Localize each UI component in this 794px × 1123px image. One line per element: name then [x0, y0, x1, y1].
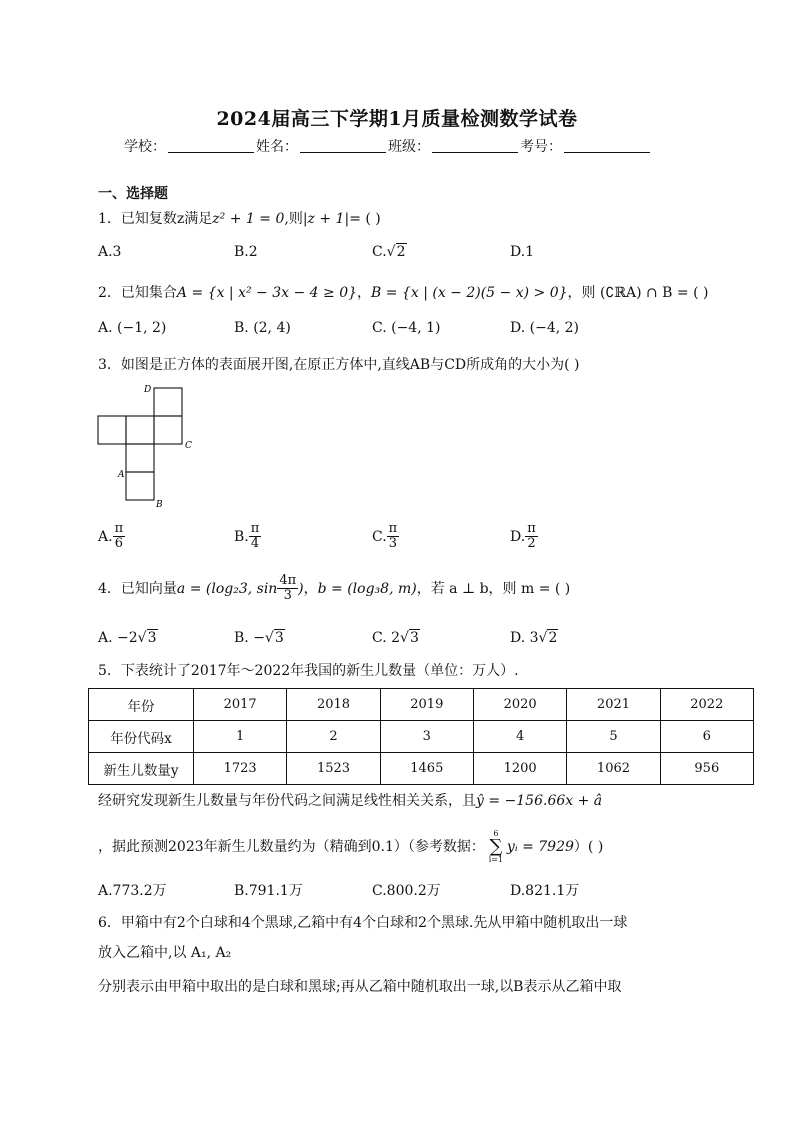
name-blank — [300, 138, 386, 153]
fraction-den: 2 — [527, 536, 536, 552]
q4-option-b-label: B. − — [234, 630, 265, 646]
table-cell: 1062 — [567, 753, 660, 785]
school-blank — [168, 138, 254, 153]
table-cell: 2022 — [660, 689, 753, 721]
sigma-icon: ∑ — [489, 836, 503, 857]
name-label: 姓名： — [256, 139, 298, 155]
table-cell: 5 — [567, 721, 660, 753]
fraction — [113, 522, 126, 552]
q2-text: 2．已知集合 — [98, 285, 177, 301]
fraction-num: π — [388, 521, 398, 536]
q5-option-c: C.800.2万 — [372, 883, 441, 899]
table-cell: 新生儿数量y — [89, 753, 194, 785]
q4-vector-a-close: ) — [298, 580, 304, 597]
summation-symbol — [485, 830, 507, 864]
q3-option-b — [234, 522, 261, 552]
q2-tail: ，则 (∁ℝA) ∩ B = ( ) — [567, 285, 709, 301]
sqrt-sign: √ — [538, 630, 548, 646]
table-cell: 2021 — [567, 689, 660, 721]
q4-option-d-label: D. 3 — [510, 630, 539, 646]
q4-vector-a: a = (log₂3, sin — [176, 580, 278, 597]
q5-predict-text: ，据此预测2023年新生儿数量约为（精确到0.1）（参考数据： — [98, 839, 485, 855]
q1-abs: |z + 1| — [302, 211, 350, 227]
fraction — [525, 522, 538, 552]
sqrt-sign: √ — [264, 630, 274, 646]
q5-predict-tail: ）( ) — [573, 839, 604, 855]
net-square — [98, 416, 126, 444]
radicand: 3 — [147, 630, 157, 646]
q5-sum-body: yᵢ = 7929 — [506, 839, 574, 855]
fraction — [249, 522, 262, 552]
page-title: 2024届高三下学期1月质量检测数学试卷 — [216, 108, 578, 130]
table-cell: 1200 — [473, 753, 566, 785]
school-label: 学校： — [124, 139, 166, 155]
q5-predict — [98, 830, 603, 864]
label-d: D — [144, 385, 152, 395]
q1-option-c-label: C. — [372, 244, 387, 260]
q3-option-d — [510, 522, 538, 552]
table-cell: 2017 — [194, 689, 287, 721]
q3-option-c-prefix: C. — [372, 528, 387, 545]
net-square — [126, 416, 154, 444]
question-6-line-3: 分别表示由甲箱中取出的是白球和黑球;再从乙箱中随机取出一球,以B表示从乙箱中取 — [98, 979, 622, 995]
net-square — [126, 472, 154, 500]
table-cell: 2018 — [287, 689, 380, 721]
q5-relation-text: 经研究发现新生儿数量与年份代码之间满足线性相关关系，且 — [98, 793, 476, 809]
q1-option-d: D.1 — [510, 244, 535, 260]
class-label: 班级： — [388, 139, 430, 155]
q4-sep: ， — [303, 580, 318, 597]
q4-option-c — [372, 630, 420, 646]
q3-option-a — [98, 522, 125, 552]
fraction-den: 3 — [283, 588, 292, 604]
q2-option-b: B. (2, 4) — [234, 320, 291, 336]
sqrt-sign: √ — [137, 630, 147, 646]
q1-text-b: ,则 — [284, 211, 303, 227]
student-info-line — [124, 136, 652, 156]
cube-net-figure — [92, 380, 212, 510]
table-cell: 1465 — [380, 753, 473, 785]
q5-option-a: A.773.2万 — [98, 883, 167, 899]
sum-lower: i=1 — [488, 855, 504, 864]
net-square — [126, 444, 154, 472]
q4-fraction — [277, 574, 298, 604]
q5-option-b: B.791.1万 — [234, 883, 303, 899]
table-cell: 956 — [660, 753, 753, 785]
table-cell: 2019 — [380, 689, 473, 721]
q1-option-a: A.3 — [98, 244, 122, 260]
net-square — [154, 416, 182, 444]
table-cell: 6 — [660, 721, 753, 753]
label-a: A — [118, 470, 125, 480]
label-b: B — [156, 500, 163, 510]
radicand: 3 — [409, 630, 419, 646]
q1-option-b: B.2 — [234, 244, 258, 260]
fraction-den: 6 — [114, 536, 123, 552]
q2-option-c: C. (−4, 1) — [372, 320, 441, 336]
question-6-line-1: 6．甲箱中有2个白球和4个黑球,乙箱中有4个白球和2个黑球.先从甲箱中随机取出一球 — [98, 915, 628, 931]
radicand: 3 — [274, 630, 284, 646]
sqrt-sign: √ — [386, 244, 396, 260]
q5-option-d: D.821.1万 — [510, 883, 580, 899]
q3-option-a-prefix: A. — [98, 528, 113, 545]
q4-vector-b: b = (log₃8, m) — [317, 580, 417, 597]
table-cell: 年份代码x — [89, 721, 194, 753]
table-cell: 1723 — [194, 753, 287, 785]
question-3: 3．如图是正方体的表面展开图,在原正方体中,直线AB与CD所成角的大小为( ) — [98, 357, 580, 373]
fraction-den: 4 — [250, 536, 260, 552]
table-row — [89, 753, 754, 785]
q3-option-d-prefix: D. — [510, 528, 526, 545]
table-cell: 2 — [287, 721, 380, 753]
section-heading: 一、选择题 — [98, 186, 168, 202]
net-square — [154, 388, 182, 416]
q4-text: 4．已知向量 — [98, 580, 177, 597]
q4-option-a-label: A. −2 — [98, 630, 138, 646]
q3-option-b-prefix: B. — [234, 528, 249, 545]
fraction-den: 3 — [388, 536, 398, 552]
q1-text-c: = ( ) — [349, 211, 381, 227]
question-1 — [98, 208, 381, 228]
table-cell: 年份 — [89, 689, 194, 721]
q4-option-a — [98, 630, 158, 646]
fraction — [387, 522, 400, 552]
question-4 — [98, 574, 570, 604]
fraction-num: 4π — [279, 573, 297, 588]
q4-option-c-label: C. 2 — [372, 630, 401, 646]
question-6-line-2: 放入乙箱中,以 A₁, A₂ — [98, 945, 232, 961]
newborn-table — [88, 688, 754, 785]
radicand: 2 — [548, 630, 558, 646]
table-cell: 1523 — [287, 753, 380, 785]
number-label: 考号： — [520, 139, 562, 155]
q4-condition: ，若 a ⊥ b，则 m = ( ) — [416, 580, 571, 597]
number-blank — [564, 138, 650, 153]
q5-relation — [98, 790, 602, 810]
label-c: C — [185, 441, 192, 451]
sum-upper: 6 — [493, 829, 499, 838]
q2-option-a: A. (−1, 2) — [98, 320, 167, 336]
table-row — [89, 689, 754, 721]
question-2 — [98, 282, 708, 302]
q1-option-c-radicand: 2 — [396, 244, 406, 260]
q3-option-c — [372, 522, 399, 552]
table-cell: 3 — [380, 721, 473, 753]
fraction-num: π — [250, 521, 260, 536]
q1-equation: z² + 1 = 0 — [212, 211, 285, 227]
fraction-num: π — [114, 521, 124, 536]
table-cell: 4 — [473, 721, 566, 753]
q2-set-b: B = {x | (x − 2)(5 − x) > 0} — [371, 285, 568, 301]
table-cell: 1 — [194, 721, 287, 753]
fraction-num: π — [527, 521, 536, 536]
q2-set-a: A = {x | x² − 3x − 4 ≥ 0} — [176, 285, 358, 301]
question-5: 5．下表统计了2017年～2022年我国的新生儿数量（单位：万人）. — [98, 663, 519, 679]
q2-option-d: D. (−4, 2) — [510, 320, 579, 336]
sqrt-sign: √ — [400, 630, 409, 646]
class-blank — [432, 138, 518, 153]
q5-regression-equation: ŷ = −156.66x + â — [476, 793, 603, 809]
table-cell: 2020 — [473, 689, 566, 721]
q1-option-c — [372, 244, 407, 260]
q2-sep: ， — [357, 285, 372, 301]
table-row — [89, 721, 754, 753]
q4-option-d — [510, 630, 558, 646]
q4-option-b — [234, 630, 285, 646]
q1-text: 1．已知复数z满足 — [98, 211, 213, 227]
